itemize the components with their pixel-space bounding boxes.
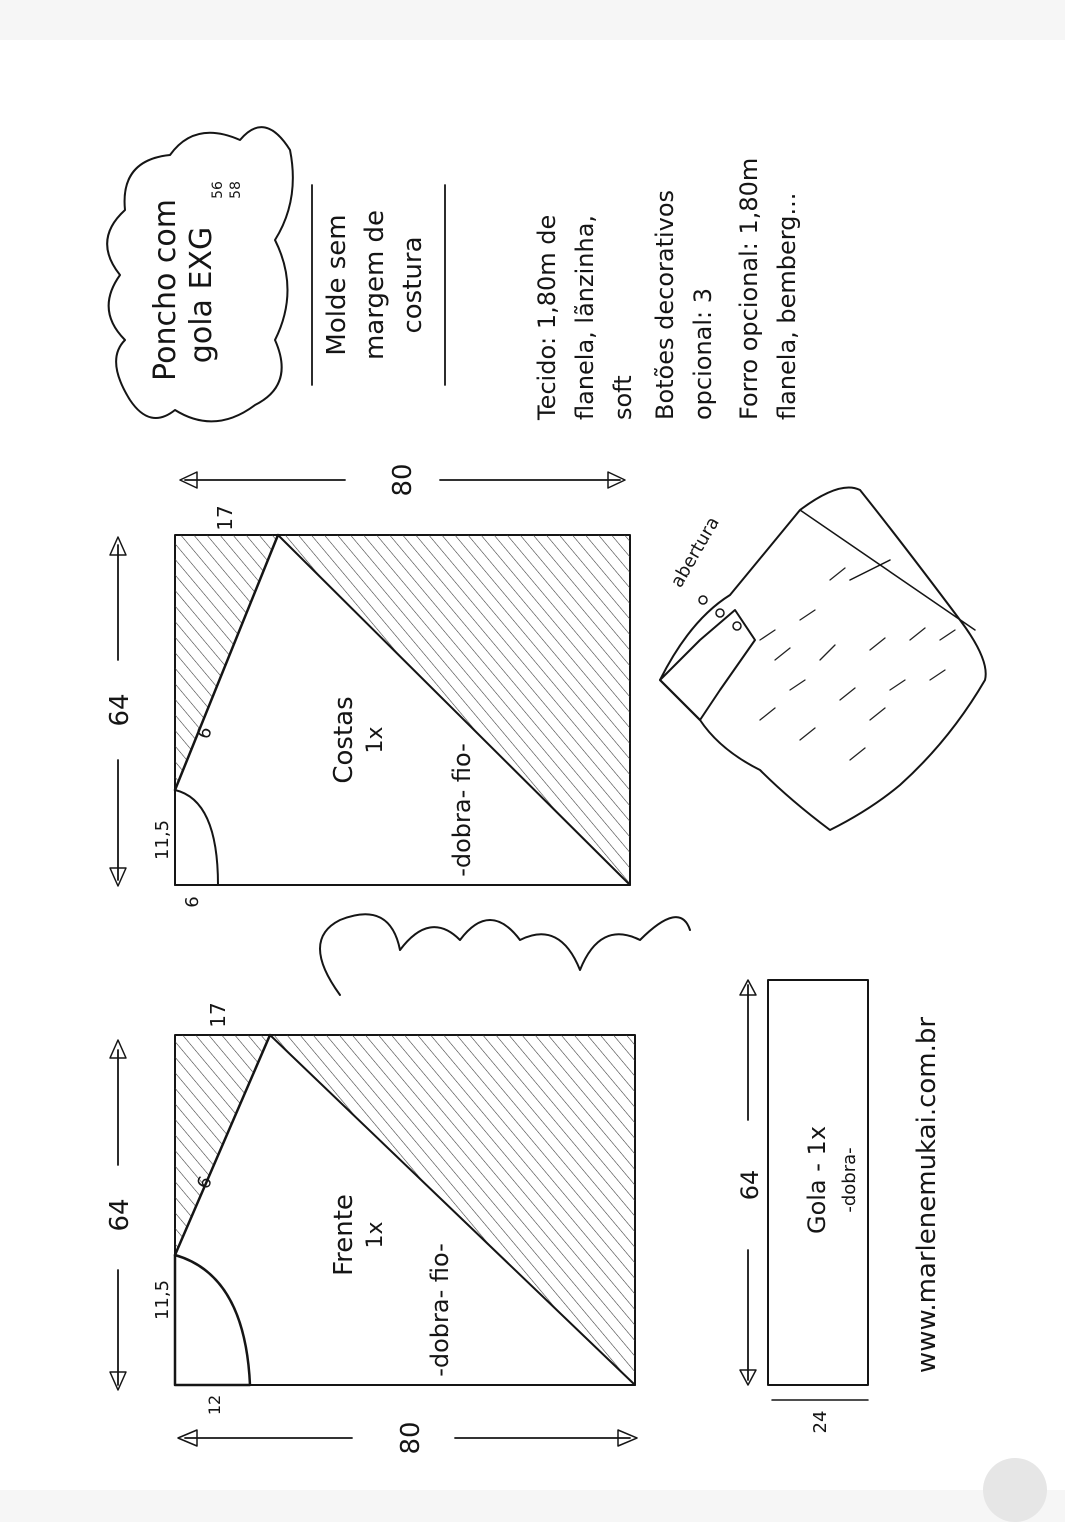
front-piece xyxy=(105,1002,637,1454)
note-line-2: margem de xyxy=(360,209,390,361)
button-icon xyxy=(699,596,707,604)
back-height-value: 80 xyxy=(388,463,418,497)
opening-label: abertura xyxy=(666,513,724,592)
front-width-value: 64 xyxy=(105,1198,135,1232)
materials-line-1: Tecido: 1,80m de xyxy=(533,214,561,420)
front-piece-label: Frente xyxy=(329,1194,359,1276)
collar-label: Gola - 1x xyxy=(803,1125,831,1235)
pattern-sheet xyxy=(0,40,1065,1490)
collar-piece xyxy=(736,980,868,1433)
poncho-front-edge xyxy=(800,510,975,630)
front-neck-cut xyxy=(175,1255,250,1385)
title-size-58: 58 xyxy=(228,181,244,199)
back-width-value: 64 xyxy=(105,693,135,727)
back-piece-label: Costas xyxy=(329,696,359,784)
back-shoulder-value: 17 xyxy=(213,505,237,531)
title-line-2: gola EXG xyxy=(184,226,219,364)
title-line-1: Poncho com xyxy=(148,199,183,381)
front-piece-qty: 1x xyxy=(363,1221,388,1249)
seam-note xyxy=(312,185,445,385)
back-piece-qty: 1x xyxy=(363,726,388,754)
collar-fold-label: -dobra- xyxy=(839,1147,860,1213)
back-piece xyxy=(105,463,630,907)
front-height-value: 80 xyxy=(396,1421,426,1455)
back-slope-value: 6 xyxy=(193,723,217,743)
front-slope-value: 6 xyxy=(193,1173,217,1193)
materials-line-6: Forro opcional: 1,80m xyxy=(735,157,763,420)
back-neck-cut xyxy=(175,790,218,885)
materials-line-5: opcional: 3 xyxy=(689,287,717,420)
back-neck-depth-value: 11,5 xyxy=(152,819,173,861)
materials-line-4: Botões decorativos xyxy=(651,189,679,420)
collar-length-value: 64 xyxy=(736,1169,764,1201)
button-icon xyxy=(733,622,741,630)
front-neck-width-value: 12 xyxy=(205,1394,224,1416)
materials-line-7: flanela, bemberg... xyxy=(773,192,801,420)
note-line-1: Molde sem xyxy=(322,214,352,356)
pattern-drawing xyxy=(0,40,1065,1490)
materials-line-2: flanela, lãnzinha, xyxy=(571,214,599,420)
floating-action-button[interactable] xyxy=(983,1458,1047,1522)
materials-list xyxy=(533,158,801,421)
front-neck-depth-value: 11,5 xyxy=(152,1279,173,1321)
signature-text: Marlene Mukai xyxy=(499,879,520,1011)
front-shoulder-value: 17 xyxy=(206,1002,230,1028)
website-url[interactable]: www.marlenemukai.com.br xyxy=(912,1016,942,1374)
signature xyxy=(320,879,690,1010)
materials-line-3: soft xyxy=(609,375,637,420)
back-neck-width-value: 6 xyxy=(182,896,203,908)
button-icon xyxy=(716,609,724,617)
back-fold-label: -dobra- fio- xyxy=(448,743,476,877)
note-line-3: costura xyxy=(398,236,428,334)
poncho-illustration xyxy=(660,488,986,831)
front-fold-label: -dobra- fio- xyxy=(426,1243,454,1377)
title-size-56: 56 xyxy=(210,181,226,199)
title-cloud xyxy=(107,127,293,421)
collar-width-value: 24 xyxy=(810,1410,831,1434)
